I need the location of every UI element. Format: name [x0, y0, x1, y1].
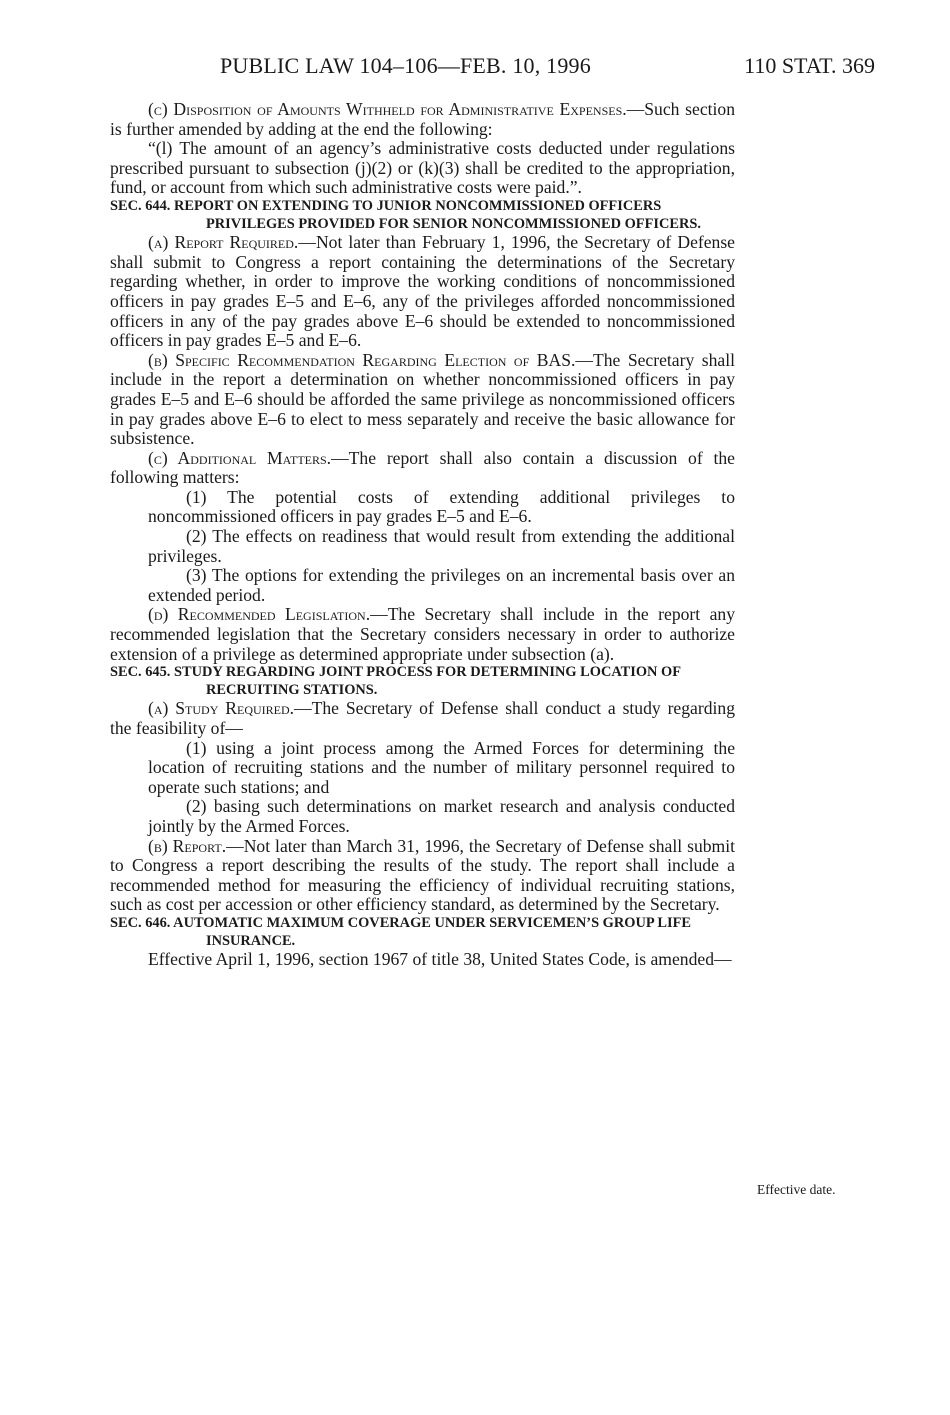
paragraph-text: —Such section is further amended by adding at the end the following:: [110, 99, 735, 139]
item-645-a-2: (2) basing such determinations on market research and analysis conducted jointly by the Armed Forces.: [148, 796, 735, 836]
paragraph-text: —Not later than February 1, 1996, the Secretary of Defense shall submit to Congress a report containing the determinations of the Secretary regarding whether, in order to improve the working conditions of noncommissioned officers in pay grades E–5 and E–6, any of the privileges afforded noncommissioned officers in any of the pay grades above E–6 should be extended to noncommissioned officers in pay grades E–5 and E–6.: [110, 232, 735, 351]
subsection-heading: (d) Recommended Legislation.: [148, 604, 371, 625]
paragraph-646: Effective April 1, 1996, section 1967 of title 38, United States Code, is amended—: [148, 949, 732, 970]
margin-note-effective-date: Effective date.: [757, 1182, 836, 1197]
page-header: [110, 52, 875, 80]
section-heading-646: SEC. 646. AUTOMATIC MAXIMUM COVERAGE UNDER SERVICEMEN’S GROUP LIFE INSURANCE.: [110, 914, 692, 949]
subsection-heading: (c) Additional Matters.: [148, 447, 332, 468]
header-stat-page: 110 STAT. 369: [744, 53, 875, 78]
paragraph-text: —The Secretary shall include in the report any recommended legislation that the Secretary considers necessary in order to authorize extension of a privilege as determined appropriate under subsection (a).: [110, 604, 735, 664]
section-heading-644: SEC. 644. REPORT ON EXTENDING TO JUNIOR NONCOMMISSIONED OFFICERS PRIVILEGES PROVIDED FOR SENIOR NONCOMMISSIONED OFFICERS.: [110, 197, 701, 232]
quoted-text: “(l) The amount of an agency’s administrative costs deducted under regulations prescribed pursuant to subsection (j)(2) or (k)(3) shall be credited to the appropriation, fund, or account from which such administrative costs were paid.”.: [110, 138, 735, 198]
subsection-heading: (a) Study Required.: [148, 698, 295, 719]
subsection-heading: (a) Report Required.: [148, 232, 299, 253]
subsection-heading: (b) Report.: [148, 835, 227, 856]
paragraph-c-disposition: [110, 100, 735, 139]
paragraph-text: —The Secretary shall include in the report a determination on whether noncommissioned officers in pay grades E–5 and E–6 should be afforded the same privilege as noncommissioned officers in pay grades above E–6 to elect to mess separately and receive the basic allowance for subsistence.: [110, 349, 736, 449]
item-645-a-1: (1) using a joint process among the Armed Forces for determining the location of recruiting stations and the number of military personnel required to operate such stations; and: [148, 737, 735, 797]
item-644-c-3: (3) The options for extending the privileges on an incremental basis over an extended period.: [148, 565, 735, 605]
item-644-c-2: (2) The effects on readiness that would result from extending the additional privileges.: [148, 526, 735, 566]
paragraph-text: —The Secretary of Defense shall conduct a study regarding the feasibility of—: [110, 698, 735, 738]
header-title: PUBLIC LAW 104–106—FEB. 10, 1996: [220, 53, 591, 78]
document-body: [110, 100, 735, 970]
paragraph-644-c: [110, 449, 735, 488]
section-heading-645: SEC. 645. STUDY REGARDING JOINT PROCESS FOR DETERMINING LOCATION OF RECRUITING STATIONS.: [110, 664, 681, 698]
paragraph-text: —The report shall also contain a discussion of the following matters:: [110, 447, 735, 488]
subsection-heading: (b) Specific Recommendation Regarding Election of BAS.: [148, 349, 576, 370]
paragraph-644-b: [110, 351, 735, 449]
paragraph-text: —Not later than March 31, 1996, the Secretary of Defense shall submit to Congress a report describing the results of the study. The report shall include a recommended method for measuring the efficiency of individual recruiting stations, such as cost per accession or other efficiency standard, as determined by the Secretary.: [110, 835, 735, 915]
paragraph-644-d: [110, 605, 735, 664]
paragraph-645-b: [110, 837, 735, 915]
subsection-heading: (c) Disposition of Amounts Withheld for Administrative Expenses.: [148, 99, 627, 119]
paragraph-645-a: [110, 699, 735, 738]
paragraph-644-a: [110, 233, 735, 351]
item-644-c-1: (1) The potential costs of extending additional privileges to noncommissioned officers in pay grades E–5 and E–6.: [148, 486, 735, 527]
